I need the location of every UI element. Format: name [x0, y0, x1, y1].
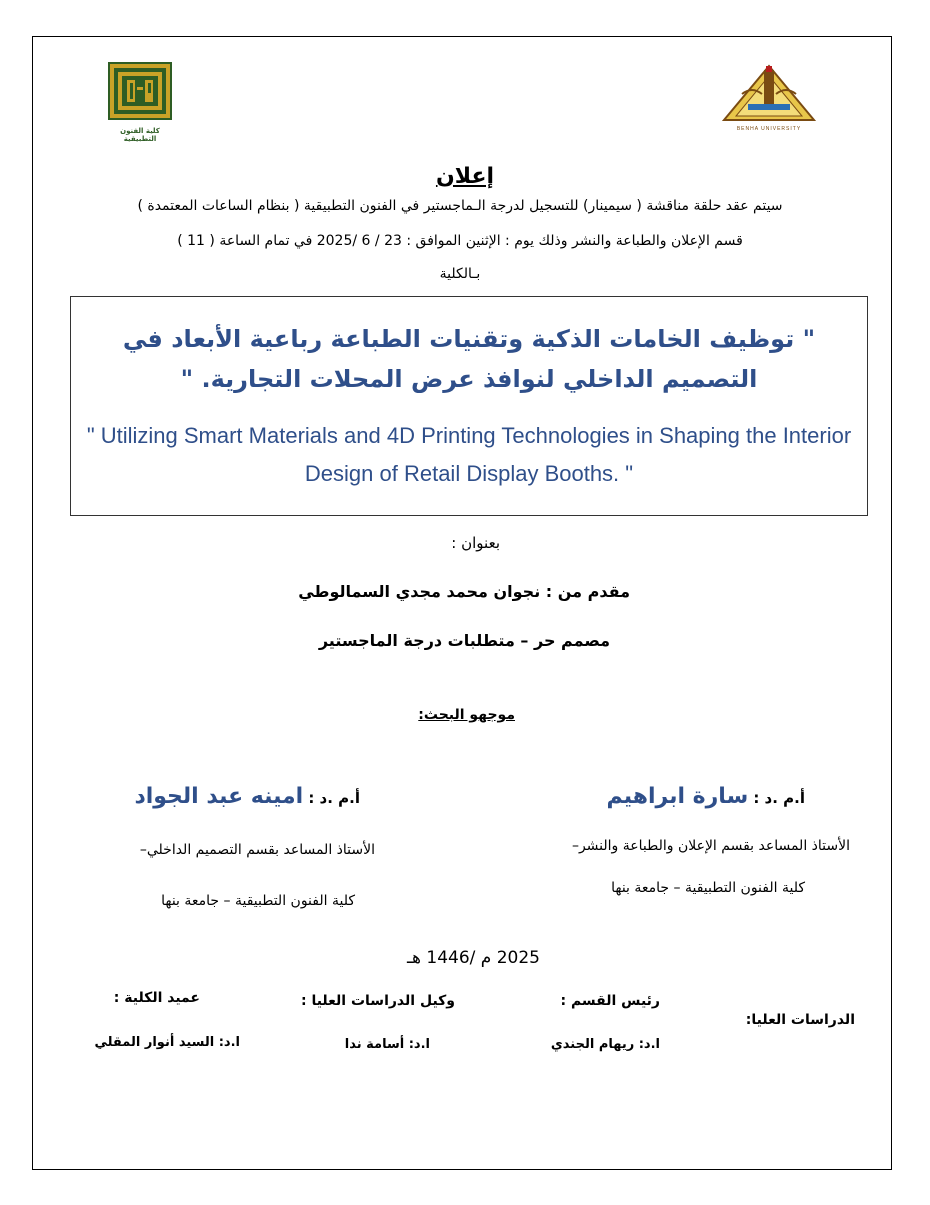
supervisor-1-header — [520, 784, 805, 809]
thesis-title-box — [70, 296, 868, 516]
faculty-logo-caption: كلية الفنون التطبيقية — [120, 127, 160, 143]
presenter: مقدم من : نجوان محمد مجدي السمالوطي — [298, 582, 630, 601]
dean-name: ا.د: السيد أنوار المقلي — [94, 1035, 240, 1050]
date-line: 2025 م /1446 هـ — [407, 948, 540, 968]
supervisor-1-position: الأستاذ المساعد بقسم الإعلان والطباعة والنشر– — [571, 838, 850, 854]
announcement-line-1: سيتم عقد حلقة مناقشة ( سيمينار) للتسجيل لدرجة الـماجستير في الفنون التطبيقية ( بنظام الساعات المعتمدة ) — [137, 198, 783, 214]
dept-head-name: ا.د: ريهام الجندي — [550, 1037, 660, 1052]
announcement-line-3: بـالكلية — [439, 266, 481, 282]
supervisor-2-header — [100, 784, 360, 809]
thesis-arabic-title: " توظيف الخامات الذكية وتقنيات الطباعة رباعية الأبعاد في التصميم الداخلي لنوافذ عرض المحلات التجارية. " — [122, 325, 816, 393]
title-label: بعنوان : — [451, 534, 500, 552]
university-logo — [722, 64, 816, 130]
dept-head-label: رئيس القسم : — [560, 993, 660, 1009]
announcement-line-2: قسم الإعلان والطباعة والنشر وذلك يوم : الإثنين الموافق : 23 / 6 /2025 في تمام الساعة ( 11 ) — [177, 233, 743, 249]
supervisor-1-title: أ.م .د : — [753, 789, 805, 807]
faculty-logo-icon — [108, 62, 172, 122]
supervisor-2-affiliation: كلية الفنون التطبيقية – جامعة بنها — [161, 893, 355, 909]
supervisor-1-affiliation: كلية الفنون التطبيقية – جامعة بنها — [611, 880, 805, 896]
university-logo-icon — [722, 64, 816, 122]
vice-dean-name: ا.د: أسامة ندا — [344, 1037, 430, 1052]
supervisor-1-name: سارة ابراهيم — [606, 784, 749, 809]
supervisor-2-title: أ.م .د : — [308, 789, 360, 807]
faculty-logo — [108, 62, 172, 143]
announcement-title: إعلان — [435, 164, 495, 189]
dean-label: عميد الكلية : — [113, 990, 200, 1006]
thesis-english-title: " Utilizing Smart Materials and 4D Printing Technologies in Shaping the Interior Design of Retail Display Booths. " — [86, 423, 852, 486]
degree-requirement: مصمم حر – متطلبات درجة الماجستير — [318, 631, 610, 650]
grad-studies-label: الدراسات العليا: — [745, 1012, 855, 1028]
university-logo-caption: BENHA UNIVERSITY — [736, 126, 802, 132]
supervisors-heading: موجهو البحث: — [418, 707, 515, 723]
supervisor-2-name: امينه عبد الجواد — [134, 784, 304, 809]
vice-dean-label: وكيل الدراسات العليا : — [300, 993, 455, 1009]
supervisor-2-position: الأستاذ المساعد بقسم التصميم الداخلي– — [139, 842, 375, 858]
